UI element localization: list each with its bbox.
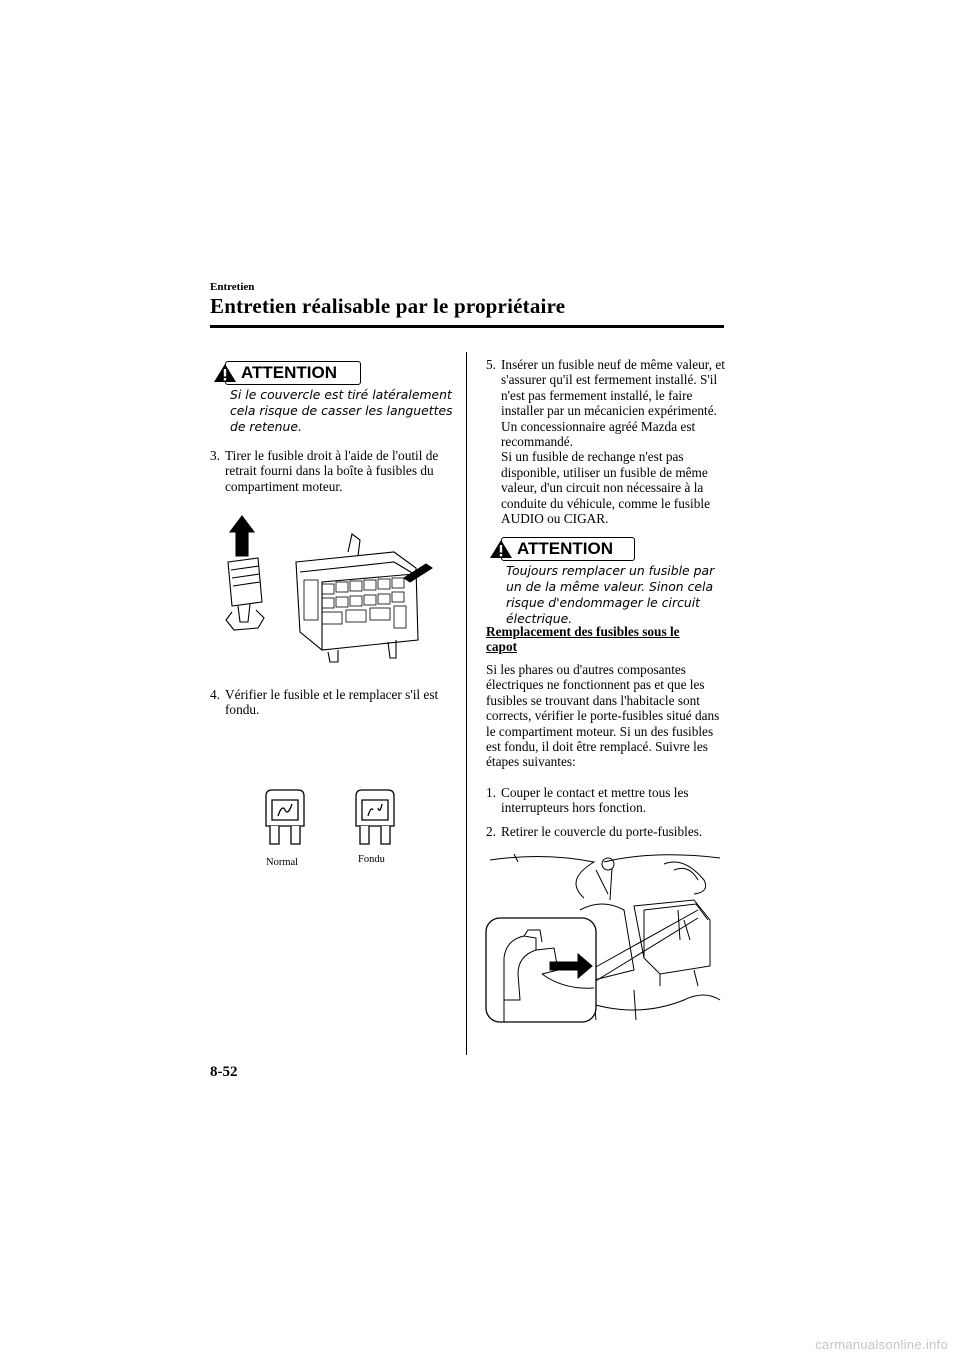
attention-badge-2 xyxy=(501,537,635,561)
section-label: Entretien xyxy=(210,281,255,293)
step-5 xyxy=(486,357,726,526)
attention-label-2: ATTENTION xyxy=(517,539,614,558)
step-2-text: Retirer le couvercle du porte-fusibles. xyxy=(501,824,703,839)
watermark-text: carmanualsonline.info xyxy=(815,1337,948,1352)
step-4-number: 4. xyxy=(210,687,220,702)
column-divider xyxy=(466,352,467,1055)
step-3-number: 3. xyxy=(210,448,220,463)
page-title: Entretien réalisable par le propriétaire xyxy=(210,294,566,318)
step-4 xyxy=(210,687,450,718)
attention-label-1: ATTENTION xyxy=(241,363,338,382)
step-4-text: Vérifier le fusible et le remplacer s'il est fondu. xyxy=(225,687,439,718)
fuse-comparison-illustration xyxy=(258,786,408,852)
warning-triangle-icon xyxy=(213,363,237,383)
fuse-box-puller-illustration xyxy=(218,512,444,666)
step-1-number: 1. xyxy=(486,785,496,800)
step-3-text: Tirer le fusible droit à l'aide de l'outil de retrait fourni dans la boîte à fusibles du compartiment moteur. xyxy=(225,448,439,494)
step-2 xyxy=(486,824,726,839)
warning-triangle-icon xyxy=(489,539,513,559)
fuse-label-normal: Normal xyxy=(266,857,299,868)
attention-text-1: Si le couvercle est tiré latéralement cela risque de casser les languettes de retenue. xyxy=(230,387,453,434)
step-5-text-2: Si un fusible de rechange n'est pas disponible, utiliser un fusible de même valeur, d'un circuit non nécessaire à la conduite du véhicule, comme le fusible AUDIO ou CIGAR. xyxy=(501,449,710,527)
engine-fuse-holder-illustration xyxy=(484,850,724,1026)
attention-text-2: Toujours remplacer un fusible par un de la même valeur. Sinon cela risque d'endommager le circuit électrique. xyxy=(506,563,715,626)
section-paragraph: Si les phares ou d'autres composantes électriques ne fonctionnent pas et que les fusibles se trouvant dans l'habitacle sont corrects, vérifier le porte-fusibles situé dans le compartiment moteur. Si un des fusibles est fondu, il doit être remplacé. Suivre les étapes suivantes: xyxy=(486,662,720,770)
step-1 xyxy=(486,785,726,816)
title-rule xyxy=(210,325,724,328)
step-3 xyxy=(210,448,450,494)
step-2-number: 2. xyxy=(486,824,496,839)
section-heading: Remplacement des fusibles sous le capot xyxy=(486,624,680,655)
attention-badge-1 xyxy=(225,361,361,385)
step-5-number: 5. xyxy=(486,357,496,372)
step-5-text-1: Insérer un fusible neuf de même valeur, et s'assurer qu'il est fermement installé. S'il n'est pas fermement installé, le faire installer par un mécanicien expérimenté. Un concessionnaire agréé Mazda est recommandé. xyxy=(501,357,725,450)
step-1-text: Couper le contact et mettre tous les interrupteurs hors fonction. xyxy=(501,785,689,816)
fuse-label-blown: Fondu xyxy=(358,854,385,865)
page-number: 8-52 xyxy=(210,1064,238,1080)
